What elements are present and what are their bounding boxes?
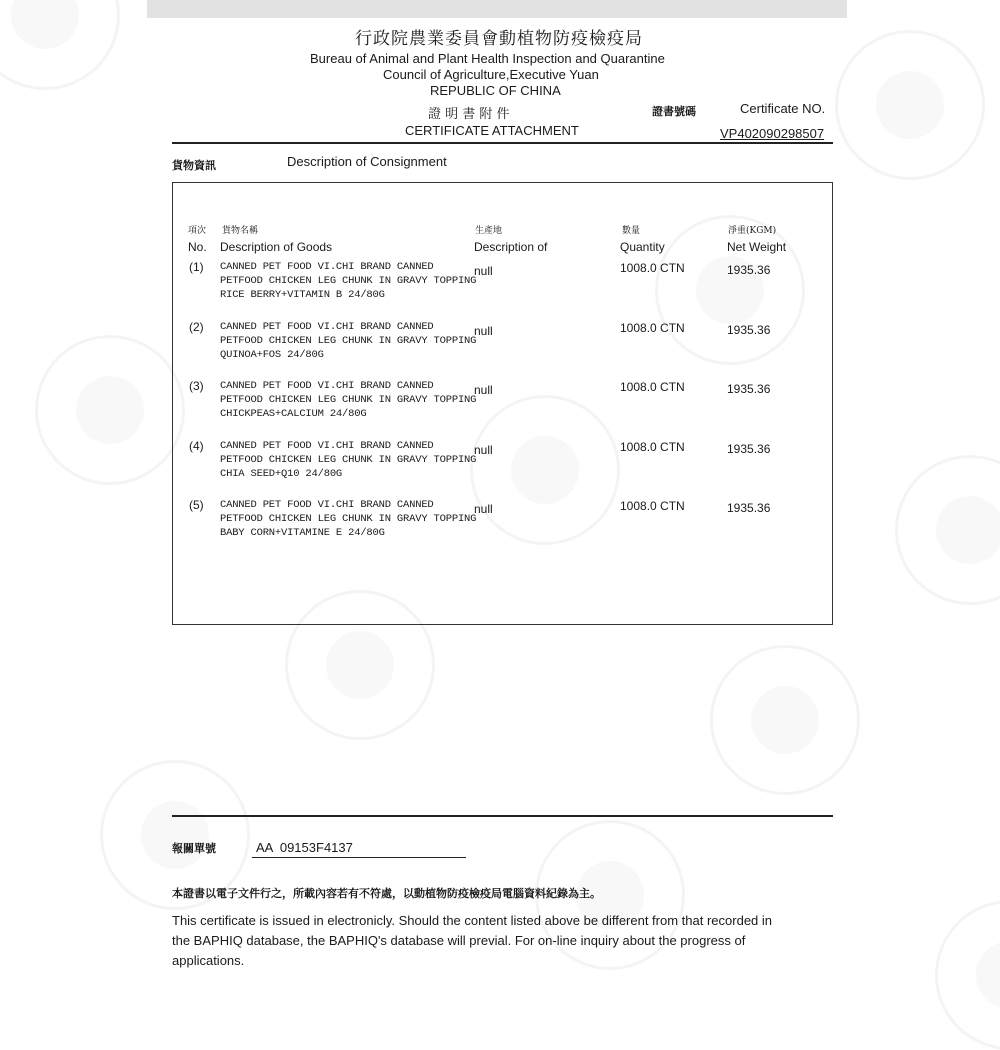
item-no: (5) — [189, 498, 204, 512]
table-row — [173, 379, 832, 439]
watermark-seal — [895, 455, 1000, 605]
col-no-zh: 項次 — [188, 226, 207, 236]
item-description: CANNED PET FOOD VI.CHI BRAND CANNED PETFOOD CHICKEN LEG CHUNK IN GRAVY TOPPING BABY CORN+VITAMINE E 24/80G — [220, 499, 477, 539]
agency-name-zh: 行政院農業委員會動植物防疫檢疫局 — [355, 29, 643, 49]
item-no: (3) — [189, 379, 204, 393]
watermark-seal — [935, 900, 1000, 1050]
item-origin: null — [474, 324, 493, 338]
col-origin-zh: 生產地 — [475, 226, 503, 236]
item-quantity: 1008.0 CTN — [620, 499, 685, 513]
country-name: REPUBLIC OF CHINA — [430, 83, 561, 98]
item-no: (4) — [189, 439, 204, 453]
item-quantity: 1008.0 CTN — [620, 321, 685, 335]
col-origin-en: Description of — [474, 240, 548, 254]
notice-en: This certificate is issued in electronicly. Should the content listed above be different from that recorded in the BAPHIQ database, the BAPHIQ's database will previal. For on-line inquiry about the progress of applications. — [172, 913, 773, 968]
table-row — [173, 320, 832, 380]
cert-no-label-zh: 證書號碼 — [652, 105, 696, 118]
declaration-label-zh: 報關單號 — [172, 842, 216, 855]
item-description: CANNED PET FOOD VI.CHI BRAND CANNED PETFOOD CHICKEN LEG CHUNK IN GRAVY TOPPING RICE BERRY+VITAMIN B 24/80G — [220, 261, 477, 301]
watermark-seal — [710, 645, 860, 795]
table-row — [173, 439, 832, 499]
notice-zh: 本證書以電子文件行之，所載內容若有不符處，以動植物防疫檢疫局電腦資料紀錄為主。 — [172, 887, 601, 900]
watermark-seal — [835, 30, 985, 180]
item-origin: null — [474, 264, 493, 278]
item-quantity: 1008.0 CTN — [620, 380, 685, 394]
cert-no-label-en: Certificate NO. — [740, 101, 826, 116]
item-net-weight: 1935.36 — [727, 263, 771, 277]
item-description: CANNED PET FOOD VI.CHI BRAND CANNED PETFOOD CHICKEN LEG CHUNK IN GRAVY TOPPING QUINOA+FOS 24/80G — [220, 321, 477, 361]
item-quantity: 1008.0 CTN — [620, 440, 685, 454]
item-origin: null — [474, 383, 493, 397]
table-row — [173, 498, 832, 558]
item-origin: null — [474, 502, 493, 516]
cert-no-value: VP402090298507 — [720, 126, 825, 141]
doc-title-zh: 證 明 書 附 件 — [428, 107, 510, 122]
header-divider — [172, 142, 833, 144]
item-net-weight: 1935.36 — [727, 442, 771, 456]
consignment-label-en: Description of Consignment — [287, 154, 447, 169]
declaration-number: AA 09153F4137 — [256, 840, 353, 855]
item-description: CANNED PET FOOD VI.CHI BRAND CANNED PETFOOD CHICKEN LEG CHUNK IN GRAVY TOPPING CHIA SEED+Q10 24/80G — [220, 440, 477, 480]
consignment-label-zh: 貨物資訊 — [172, 159, 216, 172]
consignment-table — [172, 182, 833, 625]
watermark-seal — [0, 0, 120, 90]
col-no-en: No. — [188, 240, 207, 254]
table-row — [173, 260, 832, 320]
item-description: CANNED PET FOOD VI.CHI BRAND CANNED PETFOOD CHICKEN LEG CHUNK IN GRAVY TOPPING CHICKPEAS+CALCIUM 24/80G — [220, 380, 477, 420]
doc-title-en: CERTIFICATE ATTACHMENT — [405, 123, 579, 138]
declaration-underline — [252, 857, 466, 858]
item-no: (2) — [189, 320, 204, 334]
item-quantity: 1008.0 CTN — [620, 261, 685, 275]
col-weight-zh: 淨重(KGM) — [728, 226, 777, 236]
scan-edge-band — [147, 0, 847, 18]
item-no: (1) — [189, 260, 204, 274]
footer-divider — [172, 815, 833, 817]
col-weight-en: Net Weight — [727, 240, 787, 254]
col-goods-zh: 貨物名稱 — [222, 226, 259, 236]
item-net-weight: 1935.36 — [727, 501, 771, 515]
council-name: Council of Agriculture,Executive Yuan — [383, 67, 599, 82]
item-origin: null — [474, 443, 493, 457]
item-net-weight: 1935.36 — [727, 382, 771, 396]
col-qty-zh: 數量 — [622, 226, 641, 236]
agency-name-en: Bureau of Animal and Plant Health Inspection and Quarantine — [310, 51, 665, 66]
watermark-seal — [35, 335, 185, 485]
item-net-weight: 1935.36 — [727, 323, 771, 337]
col-qty-en: Quantity — [620, 240, 665, 254]
col-goods-en: Description of Goods — [220, 240, 333, 254]
